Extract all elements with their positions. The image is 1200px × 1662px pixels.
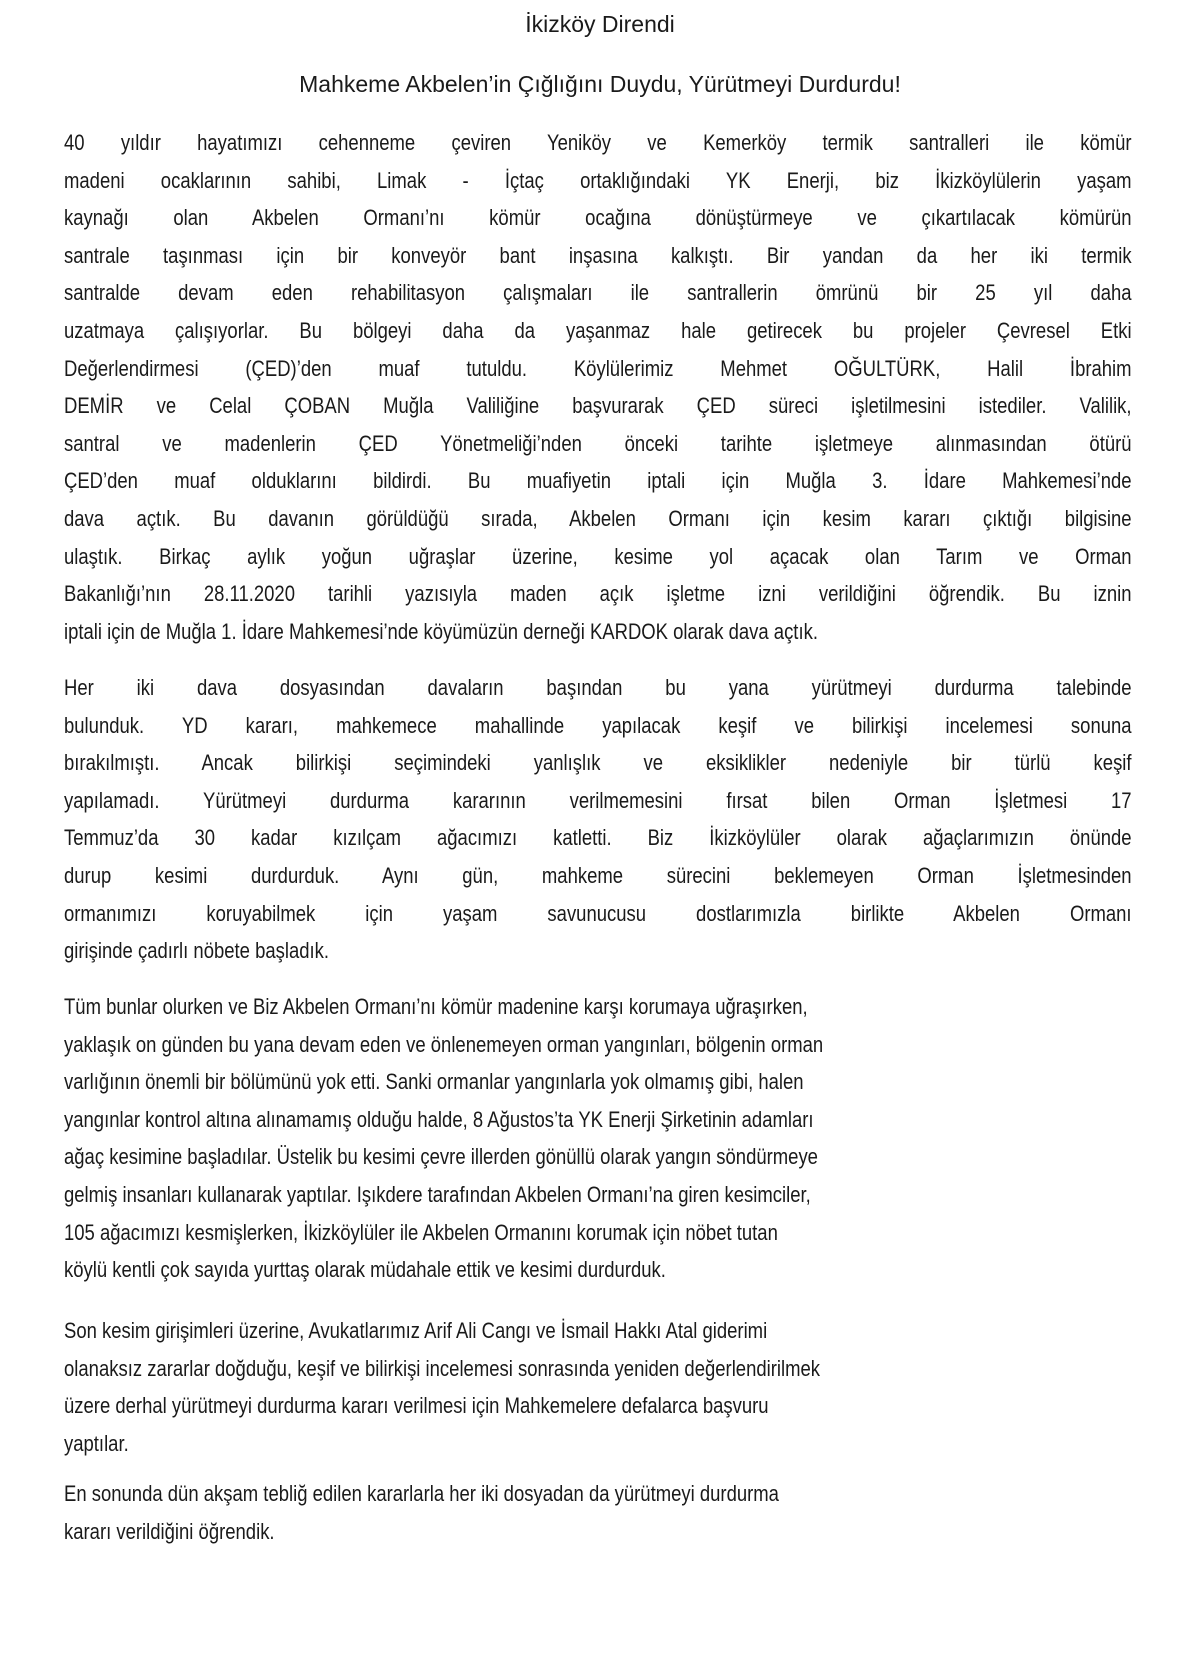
text-line	[64, 711, 1132, 741]
text-line-content: durup kesimi durdurduk. Aynı gün, mahkeme sürecini beklemeyen Orman İşletmesinden	[64, 863, 1132, 888]
text-line-content: iptali için de Muğla 1. İdare Mahkemesi’nde köyümüzün derneği KARDOK olarak dava açtık.	[64, 618, 818, 644]
text-line	[64, 1255, 1132, 1285]
text-line	[64, 823, 1132, 853]
text-line	[64, 429, 1132, 459]
text-line-content: ulaştık. Birkaç aylık yoğun uğraşlar üzerine, kesime yol açacak olan Tarım ve Orman	[64, 543, 1132, 569]
text-line	[64, 617, 1132, 647]
text-line-content: Tüm bunlar olurken ve Biz Akbelen Ormanı’nı kömür madenine karşı korumaya uğraşırken,	[64, 994, 808, 1019]
text-line-content: Değerlendirmesi (ÇED)’den muaf tutuldu. Köylülerimiz Mehmet OĞULTÜRK, Halil İbrahim	[64, 355, 1132, 381]
text-line-content: Temmuz’da 30 kadar kızılçam ağacımızı katletti. Biz İkizköylüler olarak ağaçlarımızın önünde	[64, 825, 1132, 851]
text-line	[64, 166, 1132, 196]
text-line-content: Bakanlığı’nın 28.11.2020 tarihli yazısıyla maden açık işletme izni verildiğini öğrendik. Bu iznin	[64, 581, 1132, 607]
text-line	[64, 1479, 1132, 1509]
text-line-content: üzere derhal yürütmeyi durdurma kararı verilmesi için Mahkemelere defalarca başvuru	[64, 1393, 769, 1419]
text-line-content: kaynağı olan Akbelen Ormanı’nı kömür ocağına dönüştürmeye ve çıkartılacak kömürün	[64, 205, 1132, 231]
text-line-content: yaklaşık on günden bu yana devam eden ve önlenemeyen orman yangınları, bölgenin orman	[64, 1031, 824, 1057]
text-line	[64, 786, 1132, 816]
text-line	[64, 241, 1132, 271]
text-line	[64, 1105, 1132, 1135]
text-line	[64, 936, 1132, 966]
text-line	[64, 1067, 1132, 1097]
text-line	[64, 278, 1132, 308]
text-line	[64, 1517, 1132, 1547]
text-line	[64, 1391, 1132, 1421]
text-line-content: uzatmaya çalışıyorlar. Bu bölgeyi daha da yaşanmaz hale getirecek bu projeler Çevresel Etki	[64, 318, 1132, 343]
document-title: İkizköy Direndi	[525, 11, 675, 37]
text-line-content: ormanımızı koruyabilmek için yaşam savunucusu dostlarımızla birlikte Akbelen Ormanı	[64, 900, 1132, 926]
document-subtitle: Mahkeme Akbelen’in Çığlığını Duydu, Yürütmeyi Durdurdu!	[299, 71, 901, 97]
text-line-content: bulunduk. YD kararı, mahkemece mahallinde yapılacak keşif ve bilirkişi incelemesi sonuna	[64, 712, 1132, 738]
text-line	[64, 316, 1132, 346]
text-line	[64, 203, 1132, 233]
text-line	[64, 391, 1132, 421]
text-line-content: santralde devam eden rehabilitasyon çalışmaları ile santrallerin ömrünü bir 25 yıl daha	[64, 280, 1132, 306]
text-line	[64, 673, 1132, 703]
text-line-content: girişinde çadırlı nöbete başladık.	[64, 938, 330, 964]
text-line-content: kararı verildiğini öğrendik.	[64, 1518, 275, 1544]
text-line	[64, 579, 1132, 609]
text-line-content: köylü kentli çok sayıda yurttaş olarak müdahale ettik ve kesimi durdurduk.	[64, 1257, 666, 1283]
text-line-content: varlığının önemli bir bölümünü yok etti. Sanki ormanlar yangınlarla yok olmamış gibi, halen	[64, 1069, 804, 1095]
text-line	[64, 992, 1132, 1022]
text-line	[64, 899, 1132, 929]
text-line-content: ÇED’den muaf olduklarını bildirdi. Bu muafiyetin iptali için Muğla 3. İdare Mahkemesi’nde	[64, 468, 1132, 494]
text-line-content: madeni ocaklarının sahibi, Limak - İçtaç ortaklığındaki YK Enerji, biz İkizköylülerin yaşam	[64, 167, 1132, 193]
text-line-content: ağaç kesimine başladılar. Üstelik bu kesimi çevre illerden gönüllü olarak yangın söndürmeye	[64, 1144, 818, 1170]
text-line-content: bırakılmıştı. Ancak bilirkişi seçimindeki yanlışlık ve eksiklikler nedeniyle bir türlü keşif	[64, 750, 1132, 776]
text-line-content: dava açtık. Bu davanın görüldüğü sırada, Akbelen Ormanı için kesim kararı çıktığı bilgisine	[64, 506, 1132, 531]
text-line-content: 40 yıldır hayatımızı cehenneme çeviren Yeniköy ve Kemerköy termik santralleri ile kömür	[64, 130, 1132, 155]
text-line	[64, 1316, 1132, 1346]
text-line	[64, 1354, 1132, 1384]
text-line-content: yaptılar.	[64, 1430, 129, 1456]
text-line	[64, 748, 1132, 778]
text-line-content: Her iki dava dosyasından davaların başından bu yana yürütmeyi durdurma talebinde	[64, 675, 1132, 700]
text-line	[64, 504, 1132, 534]
text-line-content: santrale taşınması için bir konveyör bant inşasına kalkıştı. Bir yandan da her iki termik	[64, 242, 1132, 268]
text-line-content: yapılamadı. Yürütmeyi durdurma kararının verilmemesini fırsat bilen Orman İşletmesi 17	[64, 787, 1132, 813]
text-line	[64, 354, 1132, 384]
text-line-content: yangınlar kontrol altına alınamamış olduğu halde, 8 Ağustos’ta YK Enerji Şirketinin adamları	[64, 1106, 814, 1132]
text-line	[64, 1180, 1132, 1210]
text-line-content: olanaksız zararlar doğduğu, keşif ve bilirkişi incelemesi sonrasında yeniden değerlendirilmek	[64, 1355, 821, 1381]
text-line	[64, 128, 1132, 158]
text-line	[64, 1142, 1132, 1172]
text-line	[64, 1218, 1132, 1248]
text-line	[64, 1030, 1132, 1060]
text-line-content: DEMİR ve Celal ÇOBAN Muğla Valiliğine başvurarak ÇED süreci işletilmesini istediler. Valilik,	[64, 393, 1132, 419]
text-line	[64, 466, 1132, 496]
text-line-content: 105 ağacımızı kesmişlerken, İkizköylüler ile Akbelen Ormanını korumak için nöbet tutan	[64, 1219, 778, 1245]
text-line-content: Son kesim girişimleri üzerine, Avukatlarımız Arif Ali Cangı ve İsmail Hakkı Atal giderimi	[64, 1318, 768, 1343]
text-line	[64, 861, 1132, 891]
text-line-content: santral ve madenlerin ÇED Yönetmeliği’nden önceki tarihte işletmeye alınmasından ötürü	[64, 430, 1132, 456]
text-line	[64, 1429, 1132, 1459]
text-line-content: gelmiş insanları kullanarak yaptılar. Işıkdere tarafından Akbelen Ormanı’na giren kesimciler,	[64, 1182, 811, 1207]
text-line-content: En sonunda dün akşam tebliğ edilen kararlarla her iki dosyadan da yürütmeyi durdurma	[64, 1481, 779, 1506]
text-line	[64, 542, 1132, 572]
